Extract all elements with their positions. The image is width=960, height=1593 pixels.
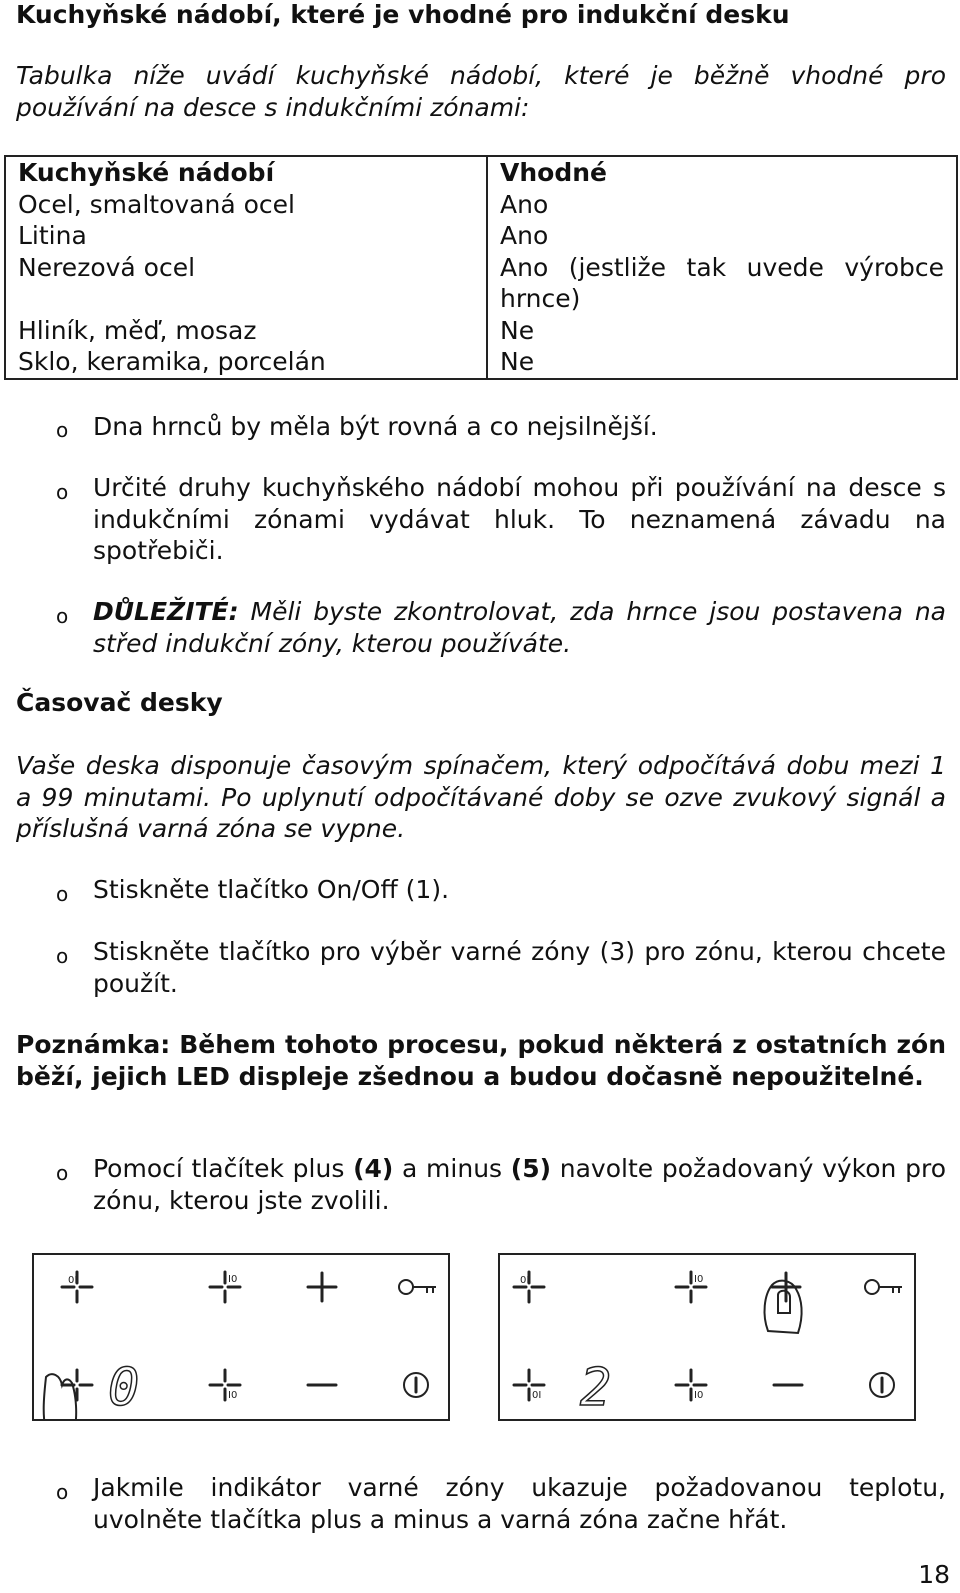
svg-text:0I: 0I [532, 1390, 542, 1401]
table-cell: Litina [5, 220, 487, 252]
bullet-plus-minus [93, 1153, 946, 1216]
control-panel-figure-1 [32, 1253, 450, 1421]
key-lock-icon [865, 1280, 902, 1294]
table-cell: Ne [487, 346, 957, 379]
table-header-row [5, 156, 957, 189]
zone-selector-icon [62, 1272, 92, 1302]
timer-display-digit: 2 [580, 1358, 612, 1418]
bullet-marker: o [56, 604, 69, 628]
bullet-release: Jakmile indikátor varné zóny ukazuje požadovanou teplotu, uvolněte tlačítka plus a minus a varná zóna začne hřát. [93, 1473, 946, 1534]
table-cell: Hliník, měď, mosaz [5, 315, 487, 347]
svg-text:I0: I0 [694, 1274, 704, 1285]
cookware-table [4, 155, 958, 380]
timer-display-digit: 0 [108, 1358, 140, 1418]
table-row [5, 315, 957, 347]
table-row [5, 189, 957, 221]
bullet-important [93, 596, 946, 659]
important-label: DŮLEŽITÉ: [93, 597, 239, 626]
note-paragraph: Poznámka: Během tohoto procesu, pokud některá z ostatních zón běží, jejich LED displeje zšednou a budou dočasně nepoužitelné. [16, 1030, 946, 1091]
zone-selector-icon [514, 1370, 544, 1401]
bullet-marker: o [56, 882, 69, 906]
minus-ref: (5) [510, 1154, 552, 1183]
table-row [5, 220, 957, 252]
table-cell: Ano [487, 220, 957, 252]
table-header-cookware: Kuchyňské nádobí [5, 156, 487, 189]
bullet-marker: o [56, 1161, 69, 1185]
text-span: Pomocí tlačítek plus [93, 1154, 354, 1183]
plus-icon [308, 1273, 336, 1301]
bullet-marker: o [56, 480, 69, 504]
key-lock-icon [399, 1280, 436, 1294]
control-panel-drawing [500, 1255, 914, 1419]
bullet-marker: o [56, 944, 69, 968]
text-span: a minus [393, 1154, 511, 1183]
page-number: 18 [918, 1560, 950, 1589]
table-cell: Ne [487, 315, 957, 347]
table-cell: Ano (jestliže tak uvede výrobce hrnce) [487, 252, 957, 315]
timer-paragraph: Vaše deska disponuje časovým spínačem, který odpočítává dobu mezi 1 a 99 minutami. Po uplynutí odpočítávané doby se ozve zvukový signál a příslušná varná zóna se vypne. [16, 751, 946, 843]
svg-text:I0: I0 [228, 1390, 238, 1401]
zone-selector-icon [676, 1272, 706, 1302]
bullet-zone-select: Stiskněte tlačítko pro výběr varné zóny (3) pro zónu, kterou chcete použít. [93, 937, 946, 998]
table-cell: Sklo, keramika, porcelán [5, 346, 487, 379]
plus-ref: (4) [353, 1154, 394, 1183]
power-icon [870, 1373, 894, 1397]
power-icon [404, 1373, 428, 1397]
table-cell: Ocel, smaltovaná ocel [5, 189, 487, 221]
important-text: Měli byste zkontrolovat, zda hrnce jsou postavena na střed indukční zóny, kterou používáte. [93, 597, 946, 658]
svg-text:0I: 0I [68, 1275, 78, 1286]
zone-selector-icon [676, 1370, 706, 1401]
section-title: Kuchyňské nádobí, které je vhodné pro indukční desku [16, 0, 790, 29]
svg-text:I0: I0 [694, 1390, 704, 1401]
zone-selector-icon [514, 1272, 544, 1302]
svg-text:0I: 0I [520, 1275, 530, 1286]
bullet-flat-bottom: Dna hrnců by měla být rovná a co nejsilnější. [93, 412, 658, 441]
zone-selector-icon [210, 1370, 240, 1401]
svg-text:I0: I0 [228, 1274, 238, 1285]
table-cell: Ano [487, 189, 957, 221]
zone-selector-icon [62, 1370, 92, 1400]
table-row [5, 252, 957, 315]
bullet-marker: o [56, 1480, 69, 1504]
text-span: navolte požadovaný výkon pro zónu, kterou jste zvolili. [93, 1154, 946, 1215]
timer-heading: Časovač desky [16, 688, 223, 717]
table-header-suitable: Vhodné [487, 156, 957, 189]
control-panel-drawing [34, 1255, 448, 1419]
bullet-noise: Určité druhy kuchyňského nádobí mohou při používání na desce s indukčními zónami vydávat hluk. To neznamená závadu na spotřebiči. [93, 473, 946, 565]
table-cell: Nerezová ocel [5, 252, 487, 315]
table-row [5, 346, 957, 379]
zone-selector-icon [210, 1272, 240, 1302]
intro-paragraph: Tabulka níže uvádí kuchyňské nádobí, které je běžně vhodné pro používání na desce s indukčními zónami: [16, 61, 946, 122]
bullet-on-off: Stiskněte tlačítko On/Off (1). [93, 875, 450, 904]
bullet-marker: o [56, 418, 69, 442]
control-panel-figure-2 [498, 1253, 916, 1421]
finger-icon [44, 1374, 76, 1419]
